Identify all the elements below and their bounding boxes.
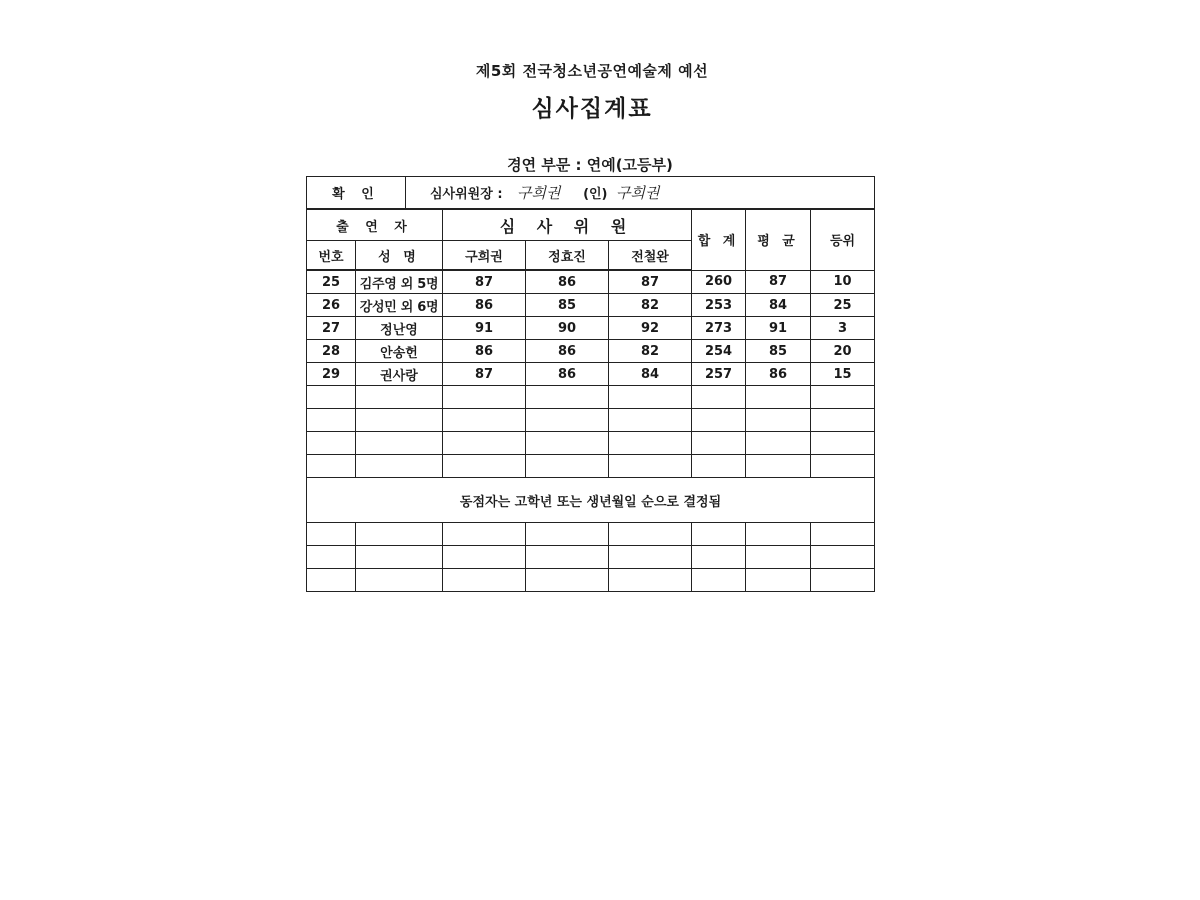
- empty-cell: [526, 546, 609, 569]
- table-row: [307, 294, 875, 317]
- division-heading: 경연 부문 : 연예(고등부): [507, 156, 673, 174]
- empty-cell: [811, 409, 875, 432]
- empty-cell: [746, 455, 811, 478]
- judge-header: 정효진: [526, 241, 609, 271]
- confirm-table: [306, 176, 875, 209]
- empty-cell: [746, 432, 811, 455]
- rank-value: 15: [811, 363, 875, 386]
- empty-table-row: [307, 386, 875, 409]
- empty-cell: [307, 386, 356, 409]
- judge-score: 86: [526, 340, 609, 363]
- judge-score: 86: [443, 340, 526, 363]
- empty-cell: [526, 386, 609, 409]
- empty-cell: [811, 455, 875, 478]
- performer-name: 김주영 외 5명: [356, 270, 443, 294]
- page-title: 심사집계표: [531, 96, 653, 122]
- empty-cell: [609, 546, 692, 569]
- confirm-label: 확 인: [307, 177, 406, 209]
- empty-cell: [307, 455, 356, 478]
- empty-table-row: [307, 523, 875, 546]
- judge-score: 92: [609, 317, 692, 340]
- empty-cell: [526, 432, 609, 455]
- empty-cell: [811, 546, 875, 569]
- empty-cell: [692, 546, 746, 569]
- empty-cell: [609, 455, 692, 478]
- empty-cell: [692, 523, 746, 546]
- performer-name: 권사랑: [356, 363, 443, 386]
- judge-score: 85: [526, 294, 609, 317]
- empty-cell: [307, 432, 356, 455]
- rank-header: 등위: [811, 210, 875, 271]
- tie-break-note: 동점자는 고학년 또는 생년월일 순으로 결정됨: [307, 478, 875, 523]
- empty-cell: [692, 455, 746, 478]
- empty-cell: [746, 523, 811, 546]
- table-row: [307, 363, 875, 386]
- judge-header: 구희권: [443, 241, 526, 271]
- rank-value: 25: [811, 294, 875, 317]
- table-row: [307, 317, 875, 340]
- rank-value: 10: [811, 270, 875, 294]
- empty-cell: [356, 386, 443, 409]
- empty-table-row: [307, 455, 875, 478]
- empty-cell: [609, 523, 692, 546]
- chair-handwritten-signature: 구희권: [517, 184, 561, 202]
- judge-score: 87: [443, 363, 526, 386]
- empty-cell: [526, 569, 609, 592]
- empty-cell: [307, 569, 356, 592]
- score-table: [306, 209, 875, 592]
- entry-number: 27: [307, 317, 356, 340]
- empty-cell: [811, 386, 875, 409]
- average-score: 91: [746, 317, 811, 340]
- chair-label: 심사위원장 :: [430, 187, 503, 202]
- empty-cell: [443, 409, 526, 432]
- total-score: 253: [692, 294, 746, 317]
- average-score: 84: [746, 294, 811, 317]
- judge-score: 87: [609, 270, 692, 294]
- empty-cell: [746, 569, 811, 592]
- total-header: 합 계: [692, 210, 746, 271]
- average-score: 86: [746, 363, 811, 386]
- total-score: 257: [692, 363, 746, 386]
- empty-cell: [692, 569, 746, 592]
- empty-cell: [443, 455, 526, 478]
- total-score: 260: [692, 270, 746, 294]
- judge-score: 82: [609, 340, 692, 363]
- rank-value: 20: [811, 340, 875, 363]
- empty-cell: [746, 386, 811, 409]
- empty-table-row: [307, 409, 875, 432]
- judge-score: 86: [526, 363, 609, 386]
- judge-score: 87: [443, 270, 526, 294]
- empty-cell: [526, 523, 609, 546]
- score-sheet: [306, 176, 874, 592]
- empty-cell: [356, 569, 443, 592]
- empty-cell: [811, 432, 875, 455]
- total-score: 254: [692, 340, 746, 363]
- empty-cell: [307, 523, 356, 546]
- tie-break-note-row: [307, 478, 875, 523]
- judge-score: 91: [443, 317, 526, 340]
- entry-number: 28: [307, 340, 356, 363]
- empty-cell: [609, 569, 692, 592]
- judge-score: 86: [443, 294, 526, 317]
- average-score: 87: [746, 270, 811, 294]
- empty-cell: [746, 409, 811, 432]
- festival-subtitle: 제5회 전국청소년공연예술제 예선: [475, 62, 709, 80]
- empty-cell: [692, 409, 746, 432]
- empty-cell: [307, 546, 356, 569]
- empty-cell: [356, 546, 443, 569]
- table-row: [307, 270, 875, 294]
- average-score: 85: [746, 340, 811, 363]
- empty-cell: [526, 409, 609, 432]
- judges-group-header: 심 사 위 원: [443, 210, 692, 241]
- empty-cell: [811, 523, 875, 546]
- empty-cell: [526, 455, 609, 478]
- empty-table-row: [307, 432, 875, 455]
- judge-score: 90: [526, 317, 609, 340]
- empty-cell: [692, 432, 746, 455]
- empty-cell: [443, 386, 526, 409]
- empty-cell: [307, 409, 356, 432]
- total-score: 273: [692, 317, 746, 340]
- empty-cell: [443, 523, 526, 546]
- rank-value: 3: [811, 317, 875, 340]
- performer-group-header: 출 연 자: [307, 210, 443, 241]
- empty-cell: [609, 432, 692, 455]
- performer-name: 정난영: [356, 317, 443, 340]
- stamp-handwritten-signature: 구희권: [616, 184, 660, 202]
- entry-number: 26: [307, 294, 356, 317]
- average-header: 평 균: [746, 210, 811, 271]
- empty-cell: [811, 569, 875, 592]
- judge-score: 84: [609, 363, 692, 386]
- stamp-mark: (인): [583, 187, 608, 202]
- empty-cell: [692, 386, 746, 409]
- name-header: 성 명: [356, 241, 443, 271]
- empty-cell: [609, 409, 692, 432]
- empty-table-row: [307, 546, 875, 569]
- empty-cell: [746, 546, 811, 569]
- judge-header: 전철완: [609, 241, 692, 271]
- empty-table-row: [307, 569, 875, 592]
- empty-cell: [443, 432, 526, 455]
- empty-cell: [356, 409, 443, 432]
- number-header: 번호: [307, 241, 356, 271]
- entry-number: 29: [307, 363, 356, 386]
- table-row: [307, 340, 875, 363]
- entry-number: 25: [307, 270, 356, 294]
- performer-name: 안송헌: [356, 340, 443, 363]
- empty-cell: [356, 432, 443, 455]
- judge-score: 86: [526, 270, 609, 294]
- empty-cell: [443, 569, 526, 592]
- chair-signature-cell: [406, 177, 875, 209]
- empty-cell: [443, 546, 526, 569]
- empty-cell: [356, 455, 443, 478]
- performer-name: 강성민 외 6명: [356, 294, 443, 317]
- empty-cell: [356, 523, 443, 546]
- empty-cell: [609, 386, 692, 409]
- judge-score: 82: [609, 294, 692, 317]
